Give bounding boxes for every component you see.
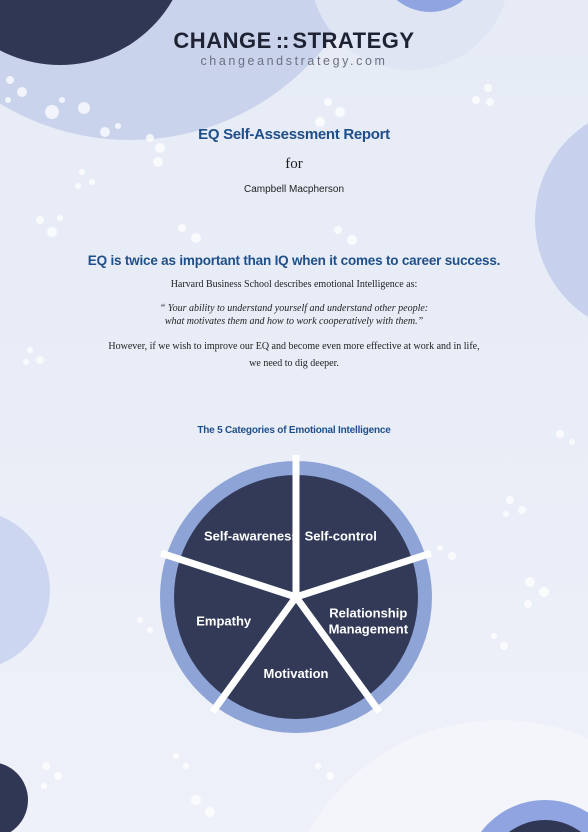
report-title: EQ Self-Assessment Report — [198, 126, 390, 143]
categories-title: The 5 Categories of Emotional Intelligence — [197, 425, 391, 436]
intro-however-line2: we need to dig deeper. — [249, 358, 339, 369]
wheel-label-line: Motivation — [263, 666, 329, 681]
report-person-name: Campbell Macpherson — [243, 184, 345, 195]
brand-name-left: CHANGE — [173, 28, 272, 53]
wheel-label-line: Empathy — [196, 613, 252, 629]
intro-headline: EQ is twice as important than IQ when it comes to career success. — [87, 253, 501, 268]
wheel-label-self-control — [305, 529, 377, 544]
wheel-label-line: Relationship — [329, 605, 408, 621]
wheel-label-self-awareness — [204, 529, 299, 544]
wheel-label-empathy — [196, 614, 252, 629]
brand-separator: :: — [275, 28, 289, 53]
wheel-label-motivation — [264, 666, 329, 681]
report-for-label: for — [285, 156, 303, 172]
intro-however-line1: However, if we wish to improve our EQ and become even more effective at work and in life, — [108, 341, 480, 352]
intro-quote-line1: “ Your ability to understand yourself and understand other people: — [159, 303, 429, 314]
brand-website: changeandstrategy.com — [200, 54, 388, 68]
wheel-label-line: Self-awareness — [203, 528, 299, 544]
wheel-label-line: Self-control — [304, 528, 377, 544]
wheel-label-relationship-management — [329, 606, 409, 637]
wheel-label-line: Management — [328, 621, 409, 637]
intro-hbs-text: Harvard Business School describes emotional Intelligence as: — [170, 279, 418, 290]
brand-name-right: STRATEGY — [292, 28, 415, 53]
intro-quote-line2: what motivates them and how to work cooperatively with them.” — [164, 316, 424, 327]
